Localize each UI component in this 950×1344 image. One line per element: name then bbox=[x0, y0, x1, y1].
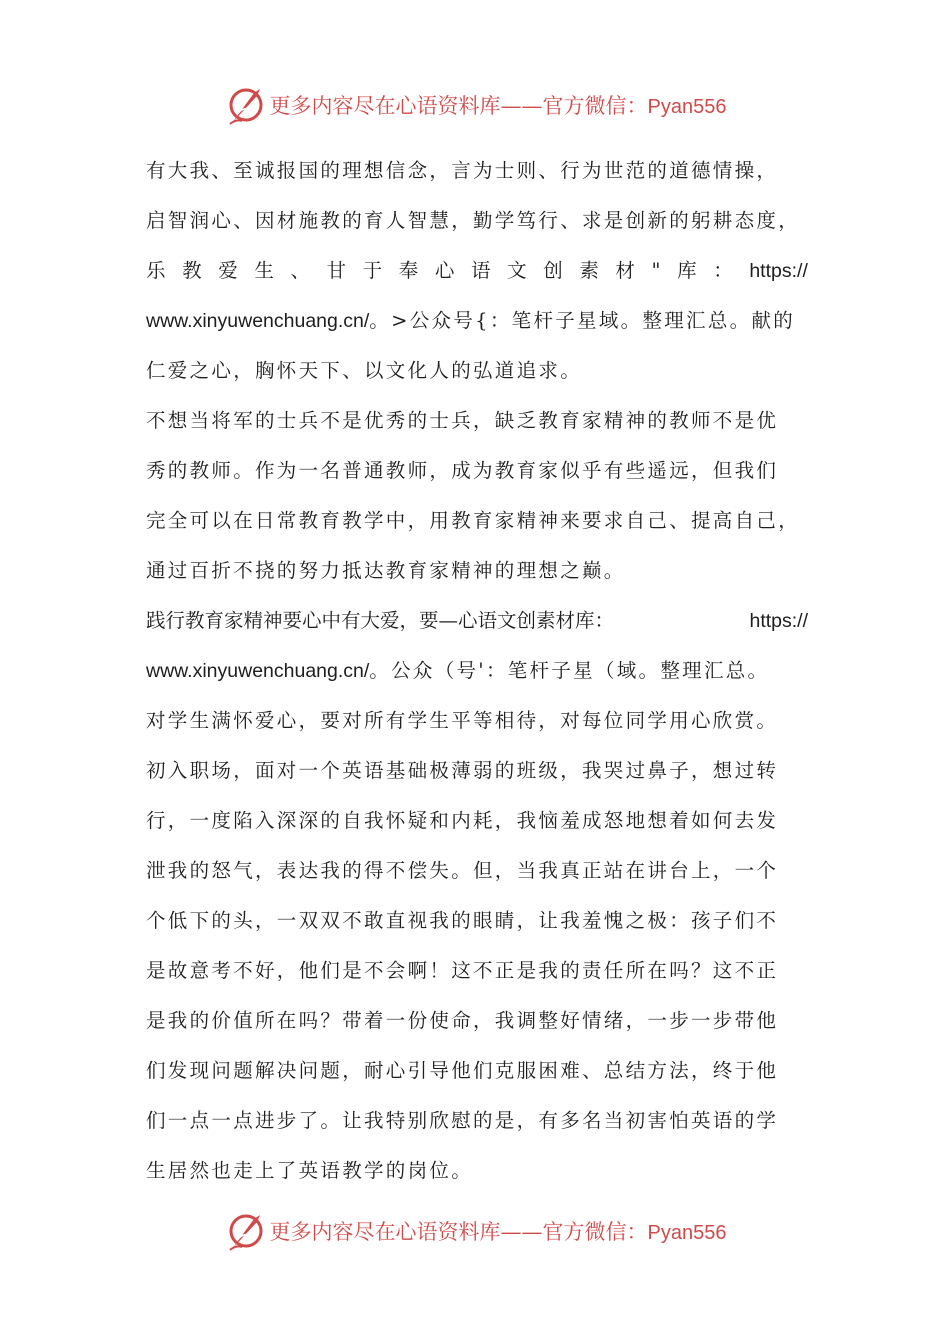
body-line: 通过百折不挠的努力抵达教育家精神的理想之巅。 bbox=[146, 559, 626, 582]
body-char: 语 bbox=[470, 259, 491, 282]
quill-logo-icon bbox=[224, 83, 268, 127]
body-line: 生居然也走上了英语教学的岗位。 bbox=[146, 1159, 474, 1182]
body-char: " bbox=[651, 259, 661, 282]
body-char: 、 bbox=[290, 259, 310, 282]
body-line: 完全可以在日常教育教学中，用教育家精神来要求自己、提高自己， bbox=[146, 509, 801, 532]
header-wechat-id: Pyan556 bbox=[647, 96, 727, 118]
body-line: 们发现问题解决问题，耐心引导他们克服困难、总结方法，终于他 bbox=[146, 1059, 779, 1082]
body-line: 是我的价值所在吗？带着一份使命，我调整好情绪，一步一步带他 bbox=[146, 1009, 779, 1032]
quill-logo-icon bbox=[224, 1209, 268, 1253]
footer-wechat-id: Pyan556 bbox=[647, 1222, 727, 1244]
body-char: 心 bbox=[434, 259, 455, 282]
body-text: 。>公众号{：笔杆子星域。整理汇总。献的 bbox=[369, 309, 796, 332]
body-line bbox=[146, 646, 808, 696]
header-banner-text: 更多内容尽在心语资料库——官方微信： bbox=[269, 94, 648, 118]
body-line: 秀的教师。作为一名普通教师，成为教育家似乎有些遥远，但我们 bbox=[146, 459, 779, 482]
article-body bbox=[146, 146, 808, 1196]
body-text: 践行教育家精神要心中有大爱，要—心语文创素材库： bbox=[146, 609, 615, 632]
body-url: www.xinyuwenchuang.cn/ bbox=[146, 660, 370, 682]
body-line: 仁爱之心，胸怀天下、以文化人的弘道追求。 bbox=[146, 359, 583, 382]
body-char: 素 bbox=[579, 259, 599, 282]
body-line: 不想当将军的士兵不是优秀的士兵，缺乏教育家精神的教师不是优 bbox=[146, 409, 779, 432]
body-line: 是故意考不好，他们是不会啊！这不正是我的责任所在吗？这不正 bbox=[146, 959, 779, 982]
body-line bbox=[146, 296, 808, 346]
body-text: 。公众（号'：笔杆子星（域。整理汇总。 bbox=[369, 659, 770, 682]
body-line-justified bbox=[146, 246, 808, 296]
body-line-justified bbox=[146, 596, 808, 646]
body-char: 教 bbox=[182, 259, 202, 282]
body-line: 泄我的怒气，表达我的得不偿失。但，当我真正站在讲台上，一个 bbox=[146, 859, 779, 882]
body-line: 个低下的头，一双双不敢直视我的眼睛，让我羞愧之极：孩子们不 bbox=[146, 909, 779, 932]
body-char: 文 bbox=[507, 259, 527, 282]
body-char: 创 bbox=[543, 259, 563, 282]
body-line: 启智润心、因材施教的育人智慧，勤学笃行、求是创新的躬耕态度， bbox=[146, 209, 801, 232]
body-line: 初入职场，面对一个英语基础极薄弱的班级，我哭过鼻子，想过转 bbox=[146, 759, 779, 782]
body-line: 们一点一点进步了。让我特别欣慰的是，有多名当初害怕英语的学 bbox=[146, 1109, 779, 1132]
body-char: 爱 bbox=[218, 259, 238, 282]
body-char: 库 bbox=[677, 259, 697, 282]
body-char: ： bbox=[713, 259, 733, 282]
footer-banner-text: 更多内容尽在心语资料库——官方微信： bbox=[269, 1220, 648, 1244]
body-char: 生 bbox=[254, 259, 274, 282]
body-url-fragment: https:// bbox=[749, 260, 808, 282]
body-line: 有大我、至诚报国的理想信念，言为士则、行为世范的道德情操， bbox=[146, 159, 779, 182]
body-line: 对学生满怀爱心，要对所有学生平等相待，对每位同学用心欣赏。 bbox=[146, 709, 779, 732]
body-char: 甘 bbox=[326, 259, 347, 282]
header-banner bbox=[0, 80, 950, 130]
body-line: 行，一度陷入深深的自我怀疑和内耗，我恼羞成怒地想着如何去发 bbox=[146, 809, 779, 832]
body-url: www.xinyuwenchuang.cn/ bbox=[146, 310, 370, 332]
footer-banner bbox=[0, 1206, 950, 1256]
body-char: 奉 bbox=[398, 259, 419, 282]
body-char: 材 bbox=[615, 259, 635, 282]
body-char: 于 bbox=[362, 259, 383, 282]
body-url-fragment: https:// bbox=[749, 610, 808, 632]
body-char: 乐 bbox=[146, 259, 166, 282]
